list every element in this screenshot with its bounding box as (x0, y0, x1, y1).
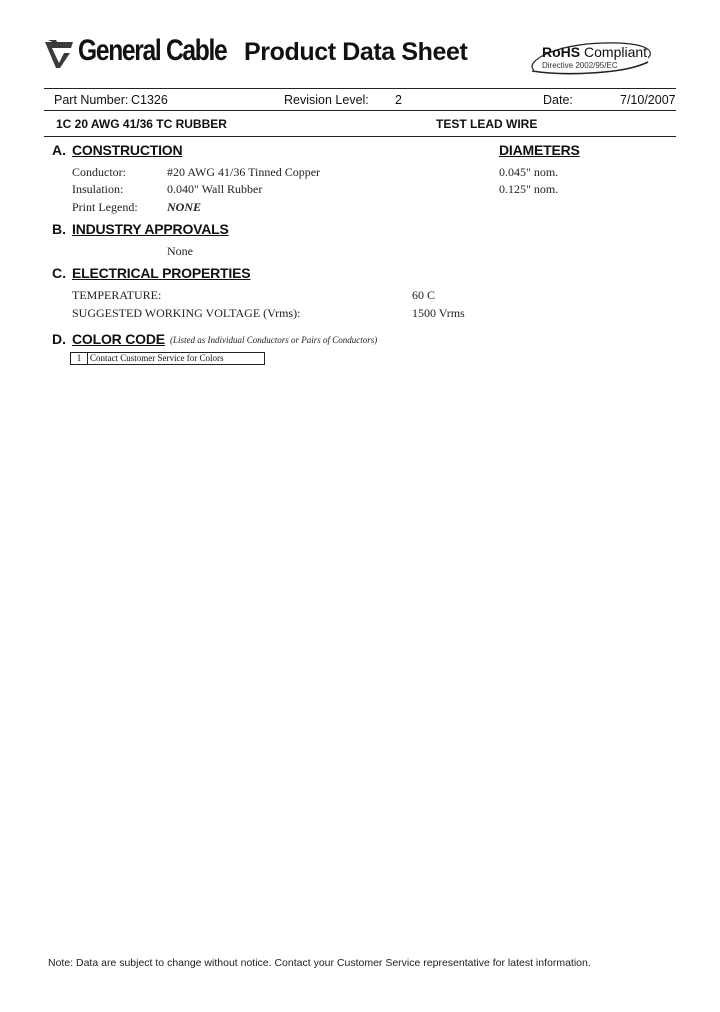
insulation-diameter: 0.125" nom. (499, 182, 559, 196)
part-number-label: Part Number: (54, 93, 129, 107)
date-label: Date: (543, 93, 573, 107)
conductor-value: #20 AWG 41/36 Tinned Copper (167, 165, 321, 179)
voltage-value: 1500 Vrms (412, 306, 465, 320)
product-type: TEST LEAD WIRE (436, 117, 538, 131)
electrical-properties-title: ELECTRICAL PROPERTIES (72, 265, 251, 281)
section-b-letter: B. (52, 221, 66, 237)
rohs-compliant-label (542, 44, 647, 60)
conductor-diameter: 0.045" nom. (499, 165, 559, 179)
insulation-label: Insulation: (72, 182, 124, 196)
footer-note: Note: Data are subject to change without notice. Contact your Customer Service representative for latest information. (48, 957, 591, 969)
diameters-title: DIAMETERS (499, 142, 580, 158)
voltage-label: SUGGESTED WORKING VOLTAGE (Vrms): (72, 306, 301, 320)
date-value: 7/10/2007 (620, 93, 676, 107)
rohs-word: RoHS (542, 44, 581, 60)
color-code-note: (Listed as Individual Conductors or Pairs of Conductors) (170, 335, 378, 345)
industry-approvals-title: INDUSTRY APPROVALS (72, 221, 229, 237)
section-c-letter: C. (52, 265, 66, 281)
print-legend-value: NONE (167, 200, 202, 214)
header-divider-bottom (44, 136, 676, 137)
temperature-label: TEMPERATURE: (72, 288, 162, 302)
general-cable-logo-icon (42, 36, 76, 70)
section-a-letter: A. (52, 142, 66, 158)
header-divider-middle (44, 110, 676, 111)
color-code-title: COLOR CODE (72, 331, 165, 347)
product-description: 1C 20 AWG 41/36 TC RUBBER (56, 117, 227, 131)
rohs-directive: Directive 2002/95/EC (542, 61, 618, 70)
color-code-number: 1 (71, 353, 88, 364)
revision-value: 2 (395, 93, 402, 107)
revision-label: Revision Level: (284, 93, 369, 107)
compliant-word: Compliant (584, 44, 648, 60)
color-code-text: Contact Customer Service for Colors (90, 353, 224, 363)
part-number-value: C1326 (131, 93, 168, 107)
color-code-row (70, 352, 265, 365)
page-title: Product Data Sheet (244, 38, 468, 66)
conductor-label: Conductor: (72, 165, 126, 179)
insulation-value: 0.040" Wall Rubber (167, 182, 263, 196)
construction-title: CONSTRUCTION (72, 142, 183, 158)
temperature-value: 60 C (412, 288, 436, 302)
print-legend-label: Print Legend: (72, 200, 138, 214)
header-divider-top (44, 88, 676, 89)
section-d-letter: D. (52, 331, 66, 347)
industry-approvals-value: None (167, 244, 193, 258)
brand-name: General Cable (78, 34, 227, 67)
